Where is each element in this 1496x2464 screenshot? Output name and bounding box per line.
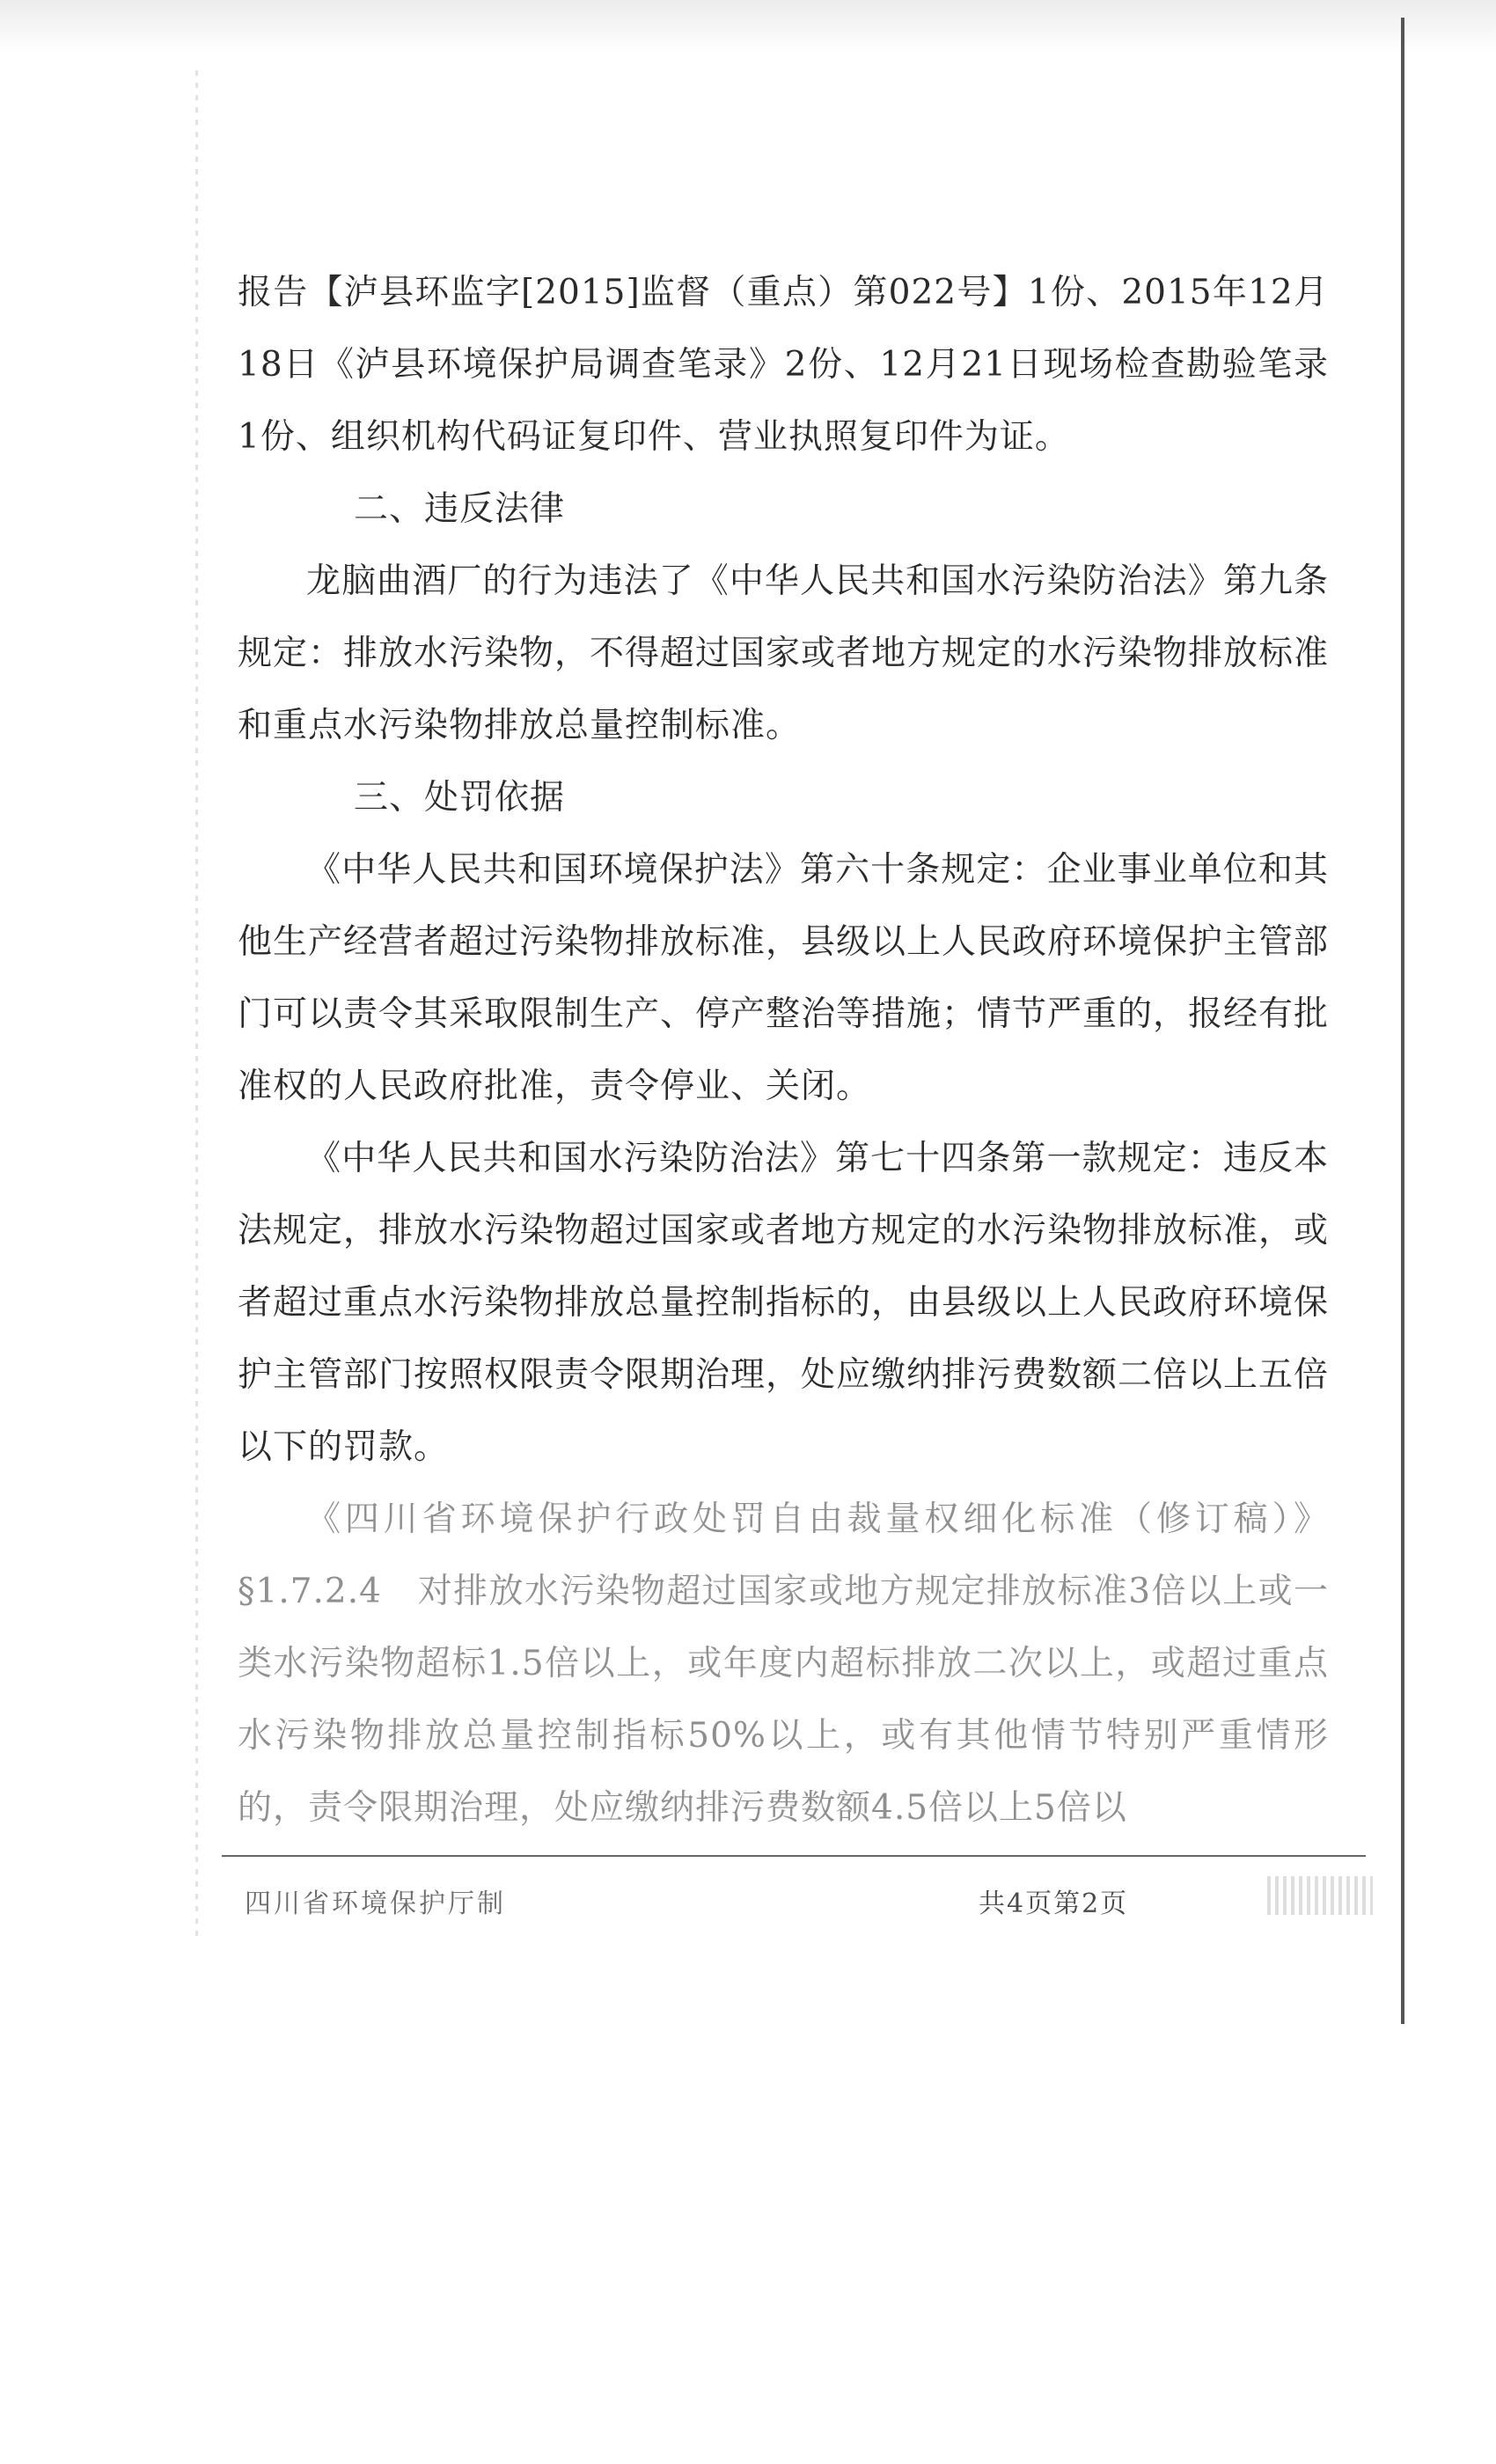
paragraph-water-pollution-law: 《中华人民共和国水污染防治法》第七十四条第一款规定：违反本法规定，排放水污染物超过国家或者地方规定的水污染物排放标准，或者超过重点水污染物排放总量控制指标的，由县级以上人民政府环境保护主管部门按照权限责令限期治理，处应缴纳排污费数额二倍以上五倍以下的罚款。 (238, 1139, 1330, 1467)
paragraph-sichuan-standard: 《四川省环境保护行政处罚自由裁量权细化标准（修订稿）》§1.7.2.4 对排放水污染物超过国家或地方规定排放标准3倍以上或一类水污染物超标1.5倍以上，或年度内超标排放二次以上，或超过重点水污染物排放总量控制指标50%以上，或有其他情节特别严重情形的，责令限期治理，处应缴纳排污费数额4.5倍以上5倍以 (238, 1500, 1329, 1828)
document-body (238, 257, 1329, 1844)
paragraph-environmental-law: 《中华人民共和国环境保护法》第六十条规定：企业事业单位和其他生产经营者超过污染物排放标准，县级以上人民政府环境保护主管部门可以责令其采取限制生产、停产整治等措施；情节严重的，报经有批准权的人民政府批准，责令停业、关闭。 (238, 850, 1330, 1106)
heading-violated-law: 二、违反法律 (354, 489, 566, 529)
paragraph-violation: 龙脑曲酒厂的行为违法了《中华人民共和国水污染防治法》第九条规定：排放水污染物，不得超过国家或者地方规定的水污染物排放标准和重点水污染物排放总量控制标准。 (238, 561, 1330, 745)
scan-left-edge (195, 70, 198, 1936)
heading-penalty-basis: 三、处罚依据 (354, 778, 566, 818)
footer-divider (222, 1855, 1366, 1857)
footer-stamp-mark (1267, 1876, 1373, 1915)
paragraph-evidence: 报告【泸县环监字[2015]监督（重点）第022号】1份、2015年12月18日《泸县环境保护局调查笔录》2份、12月21日现场检查勘验笔录1份、组织机构代码证复印件、营业执照复印件为证。 (238, 273, 1329, 457)
scan-top-shade (0, 0, 1496, 53)
footer-issuer: 四川省环境保护厅制 (245, 1888, 506, 1919)
footer-page-number: 共4页第2页 (979, 1888, 1129, 1919)
scan-right-edge (1401, 18, 1404, 2024)
